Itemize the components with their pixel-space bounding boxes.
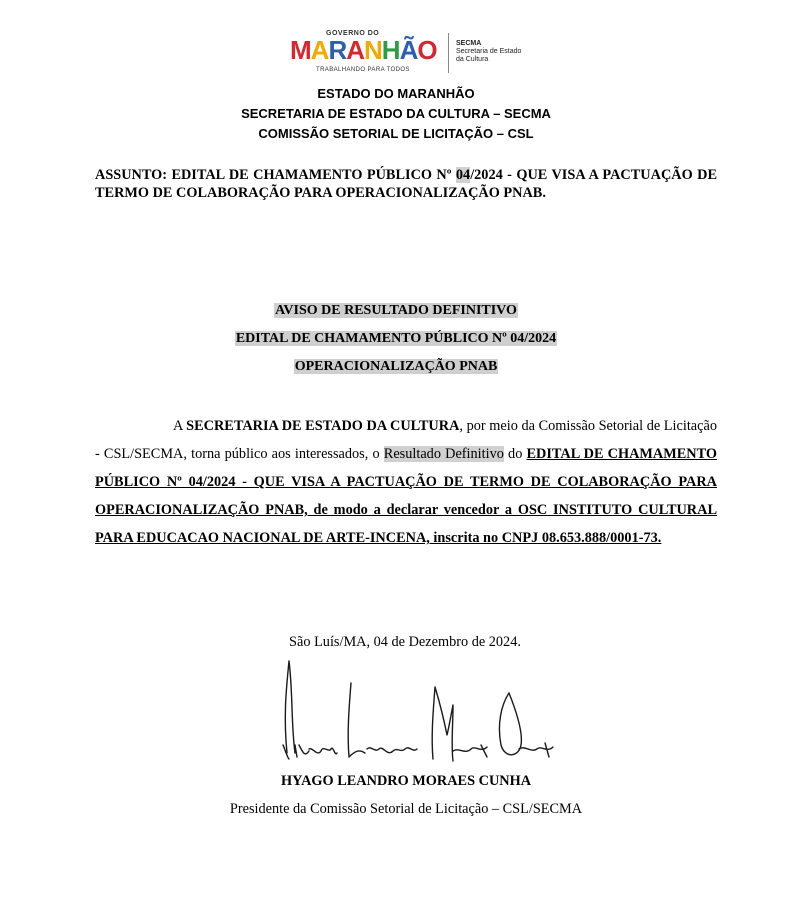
logo-divider	[448, 33, 449, 73]
signer-name: HYAGO LEANDRO MORAES CUNHA	[280, 773, 532, 789]
logo-letter: R	[328, 35, 347, 65]
header-line-2: SECRETARIA DE ESTADO DA CULTURA – SECMA	[241, 106, 551, 121]
logo-wordmark	[290, 37, 437, 63]
logo-org-block	[456, 40, 521, 64]
logo-letter: Ã	[399, 35, 418, 65]
handwritten-signature	[275, 653, 565, 778]
header-line-1: ESTADO DO MARANHÃO	[317, 86, 475, 101]
logo-letter: H	[381, 35, 400, 65]
notice-title-2	[0, 331, 792, 347]
notice-title-2-text: EDITAL DE CHAMAMENTO PÚBLICO Nº 04/2024	[235, 331, 557, 346]
notice-title-1-text: AVISO DE RESULTADO DEFINITIVO	[275, 303, 517, 318]
assunto-highlight: 04	[455, 167, 471, 183]
assunto-part-2: /2024 - QUE VISA A PACTUAÇÃO DE TERMO DE COLABORAÇÃO PARA OPERACIONALIZAÇÃO PNAB.	[95, 167, 717, 201]
body-paragraph	[95, 412, 717, 552]
body-bold-org: SECRETARIA DE ESTADO DA CULTURA	[186, 418, 460, 434]
header-line-3: COMISSÃO SETORIAL DE LICITAÇÃO – CSL	[258, 126, 534, 141]
logo-letter: O	[417, 35, 437, 65]
governo-maranhao-logo	[286, 28, 526, 78]
logo-top-text: GOVERNO DO	[326, 30, 380, 37]
logo-letter: M	[290, 35, 311, 65]
notice-title-1	[0, 303, 792, 319]
assunto-part-1: ASSUNTO: EDITAL DE CHAMAMENTO PÚBLICO Nº	[95, 167, 456, 183]
logo-letter: A	[310, 35, 329, 65]
assunto-paragraph	[95, 166, 717, 202]
body-text-2: , por meio da Comissão Setorial de Licitação - CSL/SECMA, torna público aos interessados, o	[95, 418, 717, 462]
signer-role: Presidente da Comissão Setorial de Licitação – CSL/SECMA	[229, 801, 583, 817]
body-bold-underlined: EDITAL DE CHAMAMENTO PÚBLICO Nº 04/2024 - QUE VISA A PACTUAÇÃO DE TERMO DE COLABORAÇÃO PARA OPERACIONALIZAÇÃO PNAB, de modo a declarar vencedor a OSC INSTITUTO CULTURAL PARA EDUCACAO NACIONAL DE ARTE-INCENA, inscrita no CNPJ 08.653.888/0001-73.	[95, 446, 717, 546]
logo-org-short: SECMA	[456, 40, 482, 47]
place-date: São Luís/MA, 04 de Dezembro de 2024.	[289, 634, 521, 650]
notice-title-3	[0, 359, 792, 375]
logo-org-line2: da Cultura	[456, 56, 489, 63]
body-text-3: do	[503, 446, 527, 462]
body-text-1: A	[173, 418, 187, 434]
body-highlight: Resultado Definitivo	[383, 446, 504, 462]
logo-org-line1: Secretaria de Estado	[456, 48, 522, 55]
notice-title-3-text: OPERACIONALIZAÇÃO PNAB	[294, 359, 498, 374]
logo-tagline: TRABALHANDO PARA TODOS	[316, 67, 410, 73]
logo-letter: A	[346, 35, 365, 65]
logo-letter: N	[364, 35, 382, 65]
